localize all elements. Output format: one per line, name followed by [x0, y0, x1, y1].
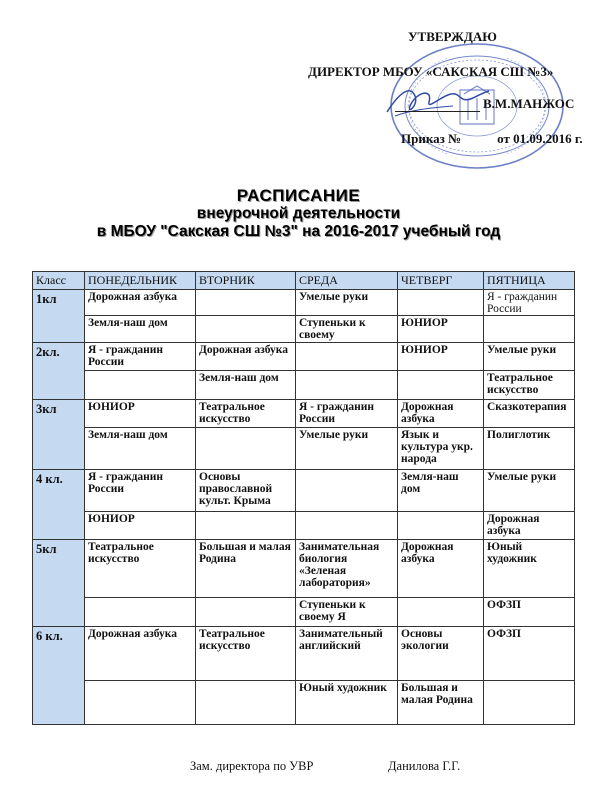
table-cell: [196, 428, 296, 470]
order-label: Приказ №: [401, 131, 462, 146]
table-cell: Земля-наш дом: [196, 371, 296, 400]
table-cell: [85, 681, 196, 725]
approval-order: [401, 131, 583, 147]
table-cell: [398, 371, 484, 400]
table-cell: Театральное искусство: [85, 540, 196, 598]
table-cell: Юный художник: [296, 681, 398, 725]
table-cell: Дорожная азбука: [85, 627, 196, 681]
table-row: [33, 400, 575, 428]
table-cell: Умелые руки: [484, 343, 575, 371]
table-cell: Театральное искусство: [196, 627, 296, 681]
schedule-table: [32, 271, 575, 725]
table-cell: ОФЗП: [484, 627, 575, 681]
table-cell: [85, 598, 196, 627]
table-cell: Умелые руки: [484, 470, 575, 512]
table-cell: Основы экологии: [398, 627, 484, 681]
table-cell: Язык и культура укр. народа: [398, 428, 484, 470]
table-cell: [484, 681, 575, 725]
table-cell: ОФЗП: [484, 598, 575, 627]
class-cell: 4 кл.: [33, 470, 85, 540]
signature-icon: [381, 82, 491, 122]
class-cell: 1кл: [33, 290, 85, 343]
table-header-row: [33, 272, 575, 290]
table-cell: Большая и малая Родина: [398, 681, 484, 725]
table-row: [33, 316, 575, 343]
table-cell: Юный художник: [484, 540, 575, 598]
table-cell: [296, 512, 398, 540]
order-date: от 01.09.2016 г.: [497, 131, 583, 146]
approval-block: [0, 0, 597, 170]
table-cell: Занимательная биология «Зеленая лаборатория»: [296, 540, 398, 598]
table-cell: ЮНИОР: [398, 343, 484, 371]
table-cell: [85, 371, 196, 400]
header-friday: ПЯТНИЦА: [484, 272, 575, 290]
table-cell: Умелые руки: [296, 428, 398, 470]
table-row: [33, 598, 575, 627]
table-row: [33, 681, 575, 725]
table-cell: Театральное искусство: [484, 371, 575, 400]
table-cell: [398, 290, 484, 316]
header-monday: ПОНЕДЕЛЬНИК: [85, 272, 196, 290]
table-row: [33, 343, 575, 371]
table-cell: [398, 598, 484, 627]
table-cell: Основы православной культ. Крыма: [196, 470, 296, 512]
approval-heading: УТВЕРЖДАЮ: [408, 29, 497, 44]
header-thursday: ЧЕТВЕРГ: [398, 272, 484, 290]
class-cell: 5кл: [33, 540, 85, 627]
table-cell: [196, 681, 296, 725]
class-cell: 2кл.: [33, 343, 85, 400]
table-cell: ЮНИОР: [85, 400, 196, 428]
table-row: [33, 428, 575, 470]
table-cell: Я - гражданин России: [85, 470, 196, 512]
table-cell: [296, 470, 398, 512]
table-cell: Я - гражданин России: [296, 400, 398, 428]
table-cell: [484, 316, 575, 343]
title-line-2: внеурочной деятельности: [196, 205, 401, 222]
table-cell: Дорожная азбука: [85, 290, 196, 316]
table-cell: Занимательный английский: [296, 627, 398, 681]
table-cell: Полиглотик: [484, 428, 575, 470]
table-cell: Земля-наш дом: [85, 428, 196, 470]
title-line-3: в МБОУ "Сакская СШ №3" на 2016-2017 учебный год: [96, 223, 501, 240]
header-tuesday: ВТОРНИК: [196, 272, 296, 290]
approval-director-title: ДИРЕКТОР МБОУ «САКСКАЯ СШ №3»: [308, 64, 554, 79]
table-row: [33, 371, 575, 400]
table-cell: [196, 316, 296, 343]
document-title: [0, 187, 597, 241]
table-cell: Земля-наш дом: [85, 316, 196, 343]
table-cell: Большая и малая Родина: [196, 540, 296, 598]
table-cell: ЮНИОР: [398, 316, 484, 343]
table-cell: Ступеньки к своему Я: [296, 598, 398, 627]
footer-name: Данилова Г.Г.: [388, 759, 461, 773]
table-cell: [196, 512, 296, 540]
table-cell: Умелые руки: [296, 290, 398, 316]
table-cell: ЮНИОР: [85, 512, 196, 540]
table-cell: Я - гражданин России: [85, 343, 196, 371]
title-line-1: РАСПИСАНИЕ: [236, 186, 361, 205]
footer-role: Зам. директора по УВР: [190, 759, 314, 773]
table-cell: [196, 290, 296, 316]
class-cell: 6 кл.: [33, 627, 85, 725]
table-cell: Дорожная азбука: [398, 400, 484, 428]
table-cell: Театральное искусство: [196, 400, 296, 428]
table-cell: Земля-наш дом: [398, 470, 484, 512]
header-class: Класс: [33, 272, 85, 290]
header-wednesday: СРЕДА: [296, 272, 398, 290]
table-cell: Сказкотерапия: [484, 400, 575, 428]
table-cell: Я - гражданин России: [484, 290, 575, 316]
approval-director-name: В.М.МАНЖОС: [483, 96, 575, 111]
table-cell: Дорожная азбука: [196, 343, 296, 371]
table-cell: [296, 371, 398, 400]
table-row: [33, 512, 575, 540]
table-cell: Дорожная азбука: [484, 512, 575, 540]
table-cell: Ступеньки к своему: [296, 316, 398, 343]
table-cell: [398, 512, 484, 540]
table-cell: [196, 598, 296, 627]
signature-line: [395, 111, 480, 112]
class-cell: 3кл: [33, 400, 85, 470]
table-row: [33, 540, 575, 598]
table-cell: [296, 343, 398, 371]
table-row: [33, 290, 575, 316]
table-cell: Дорожная азбука: [398, 540, 484, 598]
table-row: [33, 470, 575, 512]
table-row: [33, 627, 575, 681]
